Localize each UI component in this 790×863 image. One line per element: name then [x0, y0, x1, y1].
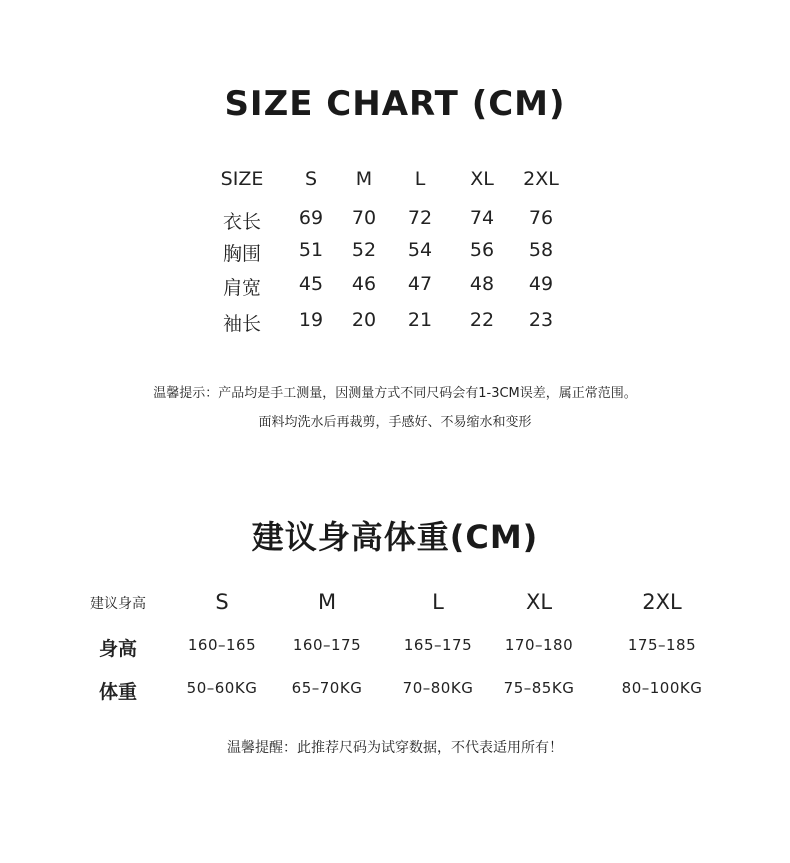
size-chart-cell: 46: [351, 273, 377, 295]
body-chart-cell: 160–165: [187, 636, 257, 654]
size-chart-cell: 72: [407, 207, 433, 229]
body-chart-header-cell: XL: [525, 590, 553, 614]
size-chart-cell: 58: [528, 239, 554, 261]
size-chart-header-cell: SIZE: [220, 168, 264, 190]
size-chart-title: SIZE CHART (CM): [224, 84, 566, 124]
body-chart-header-cell: 2XL: [642, 590, 682, 614]
size-chart-header-cell: 2XL: [523, 168, 559, 190]
size-chart-cell: 48: [469, 273, 495, 295]
body-chart-header-cell: S: [215, 590, 229, 614]
body-chart-cell: 160–175: [292, 636, 362, 654]
size-chart-row-label: 衣长: [222, 211, 262, 233]
size-chart-header-cell: XL: [470, 168, 494, 190]
size-chart-header-cell: S: [304, 168, 318, 190]
body-chart-cell: 175–185: [627, 636, 697, 654]
size-chart-cell: 54: [407, 239, 433, 261]
size-chart-cell: 76: [528, 207, 554, 229]
size-chart-cell: 19: [298, 309, 324, 331]
size-chart-cell: 47: [407, 273, 433, 295]
size-chart-row-label: 胸围: [222, 243, 262, 265]
body-chart-header-cell: 建议身高: [90, 596, 146, 612]
body-chart-note: 温馨提醒：此推荐尺码为试穿数据，不代表适用所有！: [227, 740, 563, 756]
body-chart-title: 建议身高体重(CM): [251, 518, 539, 556]
body-chart-cell: 50–60KG: [186, 679, 258, 697]
body-chart-cell: 70–80KG: [402, 679, 474, 697]
size-chart-cell: 70: [351, 207, 377, 229]
size-chart-cell: 21: [407, 309, 433, 331]
size-chart-note-line1: 温馨提示：产品均是手工测量，因测量方式不同尺码会有1-3CM误差，属正常范围。: [153, 386, 637, 401]
body-chart-row-label: 身高: [98, 638, 138, 660]
body-chart-row-label: 体重: [98, 681, 138, 703]
size-chart-header-cell: L: [414, 168, 426, 190]
size-chart-cell: 45: [298, 273, 324, 295]
body-chart-header-cell: L: [432, 590, 444, 614]
size-chart-note-line2: 面料均洗水后再裁剪，手感好、不易缩水和变形: [258, 415, 532, 430]
size-chart-row-label: 袖长: [222, 313, 262, 335]
body-chart-cell: 170–180: [504, 636, 574, 654]
size-chart-cell: 56: [469, 239, 495, 261]
body-chart-cell: 65–70KG: [291, 679, 363, 697]
size-chart-cell: 49: [528, 273, 554, 295]
size-chart-row-label: 肩宽: [222, 277, 262, 299]
size-chart-cell: 74: [469, 207, 495, 229]
size-chart-cell: 51: [298, 239, 324, 261]
body-chart-cell: 165–175: [403, 636, 473, 654]
body-chart-cell: 75–85KG: [503, 679, 575, 697]
size-chart-cell: 23: [528, 309, 554, 331]
size-chart-header-cell: M: [355, 168, 373, 190]
size-chart-cell: 20: [351, 309, 377, 331]
body-chart-header-cell: M: [317, 590, 337, 614]
body-chart-cell: 80–100KG: [621, 679, 703, 697]
size-chart-cell: 69: [298, 207, 324, 229]
size-chart-cell: 22: [469, 309, 495, 331]
size-chart-cell: 52: [351, 239, 377, 261]
